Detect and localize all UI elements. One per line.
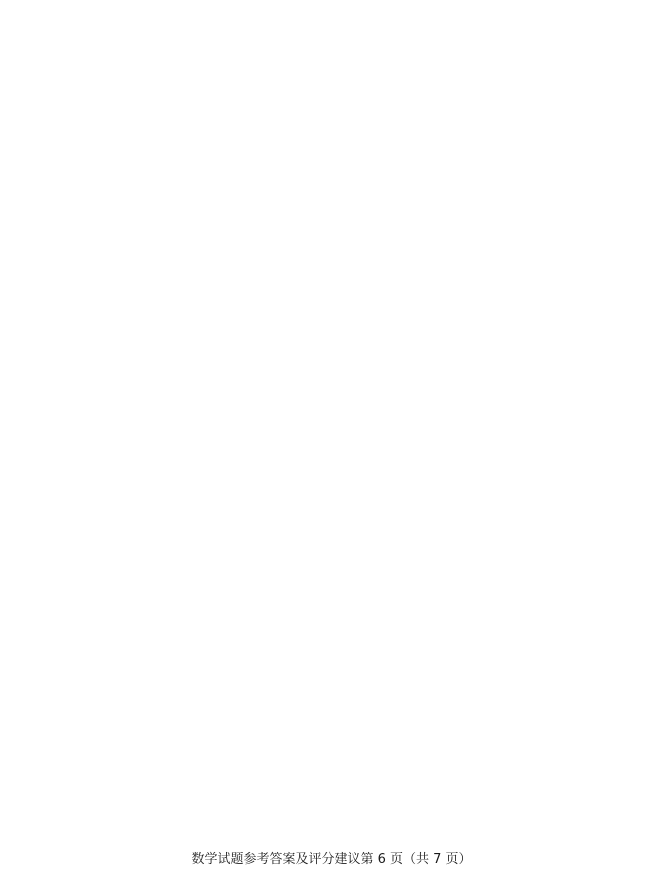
page-footer: 数学试题参考答案及评分建议第 6 页（共 7 页） [191, 852, 472, 867]
